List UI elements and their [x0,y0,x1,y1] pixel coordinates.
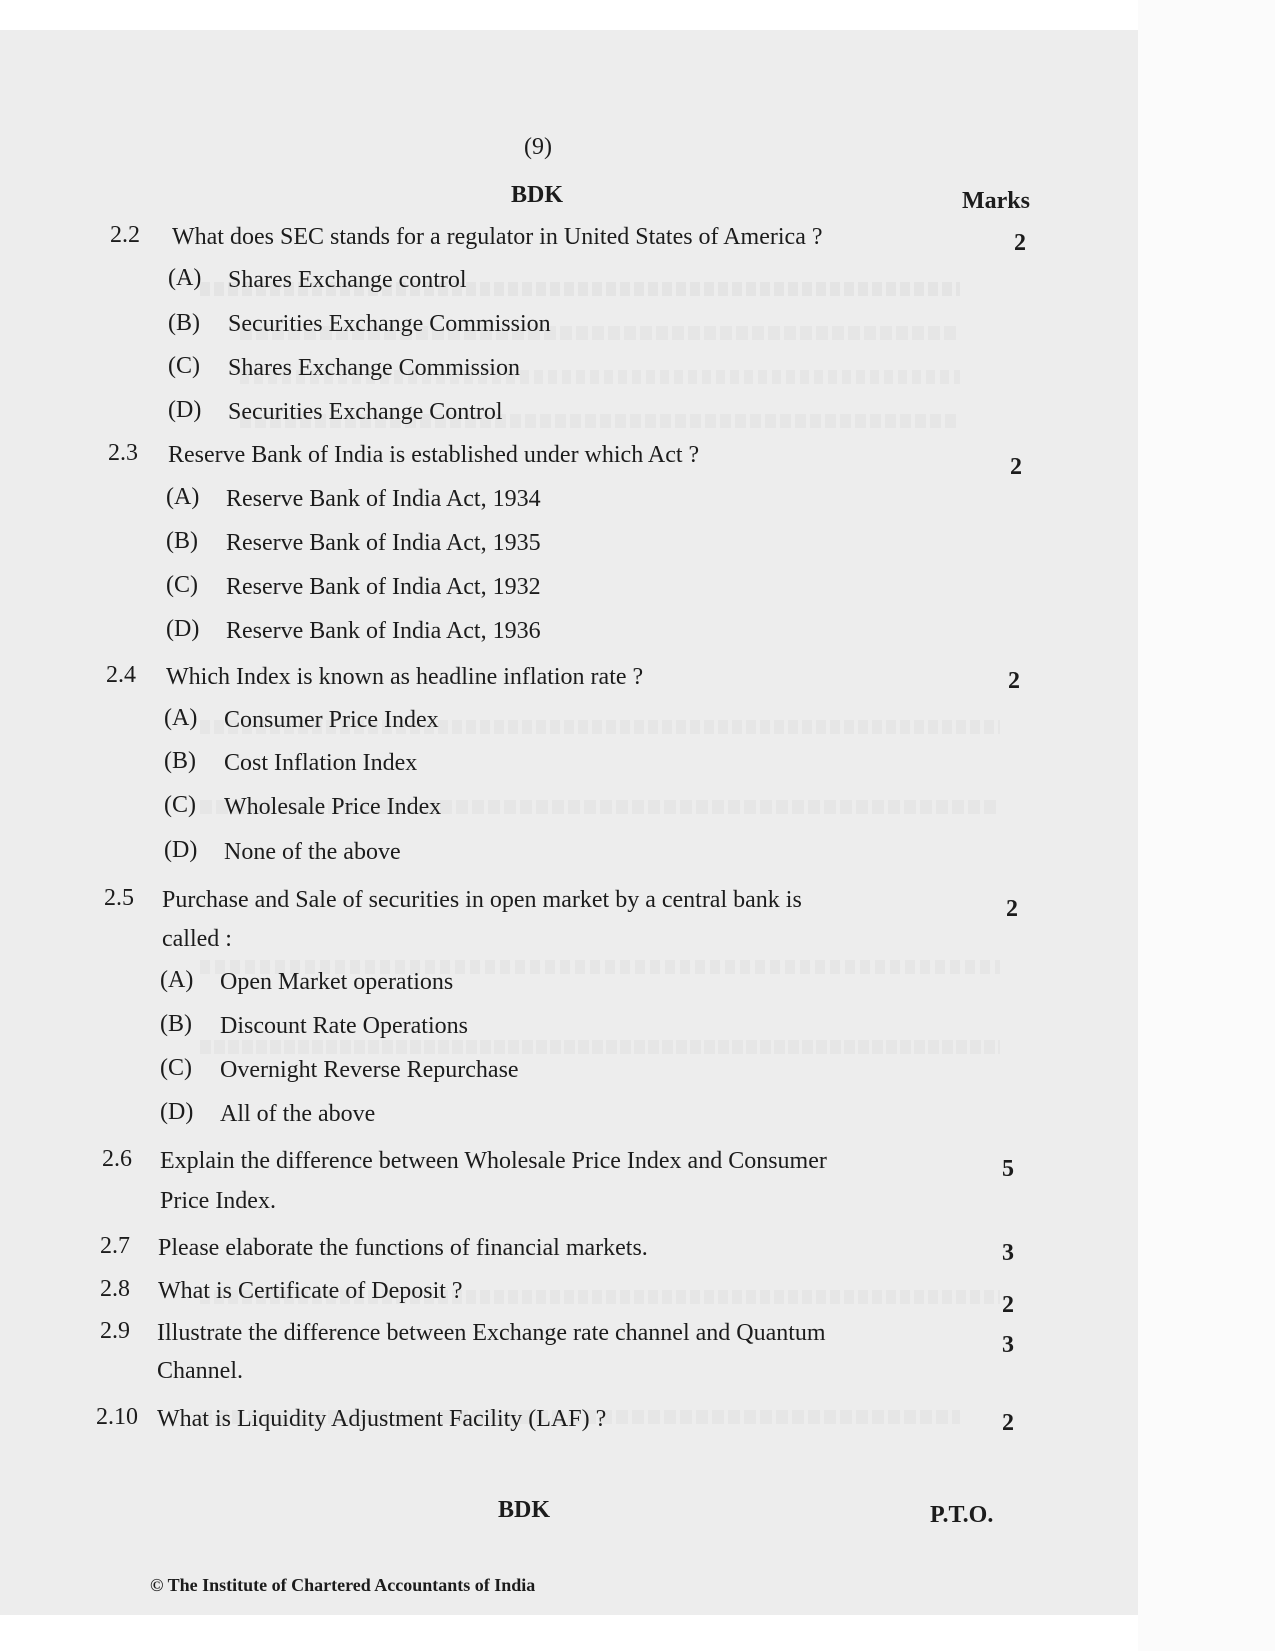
question-marks: 2 [1014,230,1026,256]
question-number: 2.9 [100,1318,130,1344]
option-text: Shares Exchange Commission [228,355,520,381]
option-text: Open Market operations [220,969,454,995]
paper-code: BDK [511,182,564,208]
option-letter: (C) [164,792,196,818]
question-text: What is Liquidity Adjustment Facility (LAF) ? [157,1406,607,1432]
question-text-continued: Channel. [157,1358,243,1384]
question-number: 2.10 [96,1404,138,1430]
option-text: None of the above [224,839,401,865]
option-text: Overnight Reverse Repurchase [220,1057,519,1083]
option-letter: (A) [166,484,200,510]
option-text: Shares Exchange control [228,267,467,293]
option-letter: (B) [168,310,200,336]
option-text: Reserve Bank of India Act, 1934 [226,486,541,512]
question-marks: 3 [1002,1240,1014,1266]
copyright-notice: © The Institute of Chartered Accountants of India [150,1575,536,1595]
option-letter: (C) [160,1055,192,1081]
option-letter: (B) [166,528,198,554]
question-text-continued: Price Index. [160,1188,276,1214]
option-text: Discount Rate Operations [220,1013,468,1039]
marks-column-heading: Marks [962,188,1030,214]
footer-paper-code: BDK [498,1497,551,1523]
question-text: Which Index is known as headline inflation rate ? [166,664,644,690]
question-number: 2.4 [106,662,136,688]
option-letter: (D) [168,397,202,423]
option-text: Reserve Bank of India Act, 1936 [226,618,541,644]
question-number: 2.3 [108,440,138,466]
question-text: Illustrate the difference between Exchange rate channel and Quantum [157,1320,826,1346]
scan-margin [1138,0,1275,1651]
question-marks: 2 [1002,1410,1014,1436]
question-text: Explain the difference between Wholesale Price Index and Consumer [160,1148,827,1174]
option-text: Reserve Bank of India Act, 1935 [226,530,541,556]
option-letter: (B) [160,1011,192,1037]
question-text: Reserve Bank of India is established under which Act ? [168,442,700,468]
question-marks: 2 [1002,1292,1014,1318]
question-number: 2.6 [102,1146,132,1172]
option-letter: (C) [166,572,198,598]
question-text: Please elaborate the functions of financial markets. [158,1235,648,1261]
question-marks: 2 [1008,668,1020,694]
option-text: Reserve Bank of India Act, 1932 [226,574,541,600]
question-text: What does SEC stands for a regulator in United States of America ? [172,224,823,250]
option-text: Cost Inflation Index [224,750,418,776]
option-letter: (A) [168,265,202,291]
option-text: Consumer Price Index [224,707,439,733]
option-letter: (A) [164,705,198,731]
question-marks: 2 [1006,896,1018,922]
option-letter: (C) [168,353,200,379]
option-text: Wholesale Price Index [224,794,442,820]
question-text: What is Certificate of Deposit ? [158,1278,463,1304]
question-number: 2.2 [110,222,140,248]
question-marks: 3 [1002,1332,1014,1358]
question-text: Purchase and Sale of securities in open market by a central bank is [162,887,802,913]
option-text: All of the above [220,1101,376,1127]
option-text: Securities Exchange Commission [228,311,551,337]
option-letter: (D) [164,837,198,863]
option-letter: (D) [166,616,200,642]
please-turn-over: P.T.O. [930,1502,994,1528]
question-marks: 2 [1010,454,1022,480]
option-letter: (A) [160,967,194,993]
option-letter: (D) [160,1099,194,1125]
page-number: (9) [524,134,552,160]
question-marks: 5 [1002,1156,1014,1182]
question-number: 2.8 [100,1276,130,1302]
question-number: 2.7 [100,1233,130,1259]
option-letter: (B) [164,748,196,774]
option-text: Securities Exchange Control [228,399,503,425]
question-text-continued: called : [162,926,232,952]
question-number: 2.5 [104,885,134,911]
